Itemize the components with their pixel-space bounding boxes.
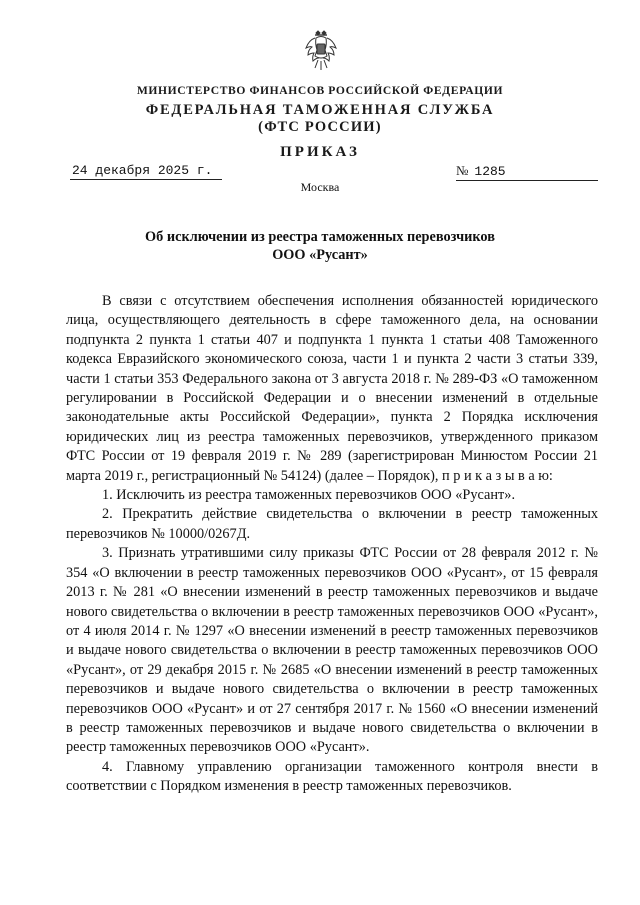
document-body [66, 292, 598, 797]
number-label: № [456, 163, 469, 178]
service-short-header: (ФТС РОССИИ) [258, 119, 382, 135]
title-line-2: ООО «Русант» [272, 247, 368, 263]
number-value: 1285 [474, 164, 506, 179]
title-line-1: Об исключении из реестра таможенных перевозчиков [145, 229, 495, 245]
order-item-1: 1. Исключить из реестра таможенных перевозчиков ООО «Русант». [102, 487, 516, 504]
ministry-header: МИНИСТЕРСТВО ФИНАНСОВ РОССИЙСКОЙ ФЕДЕРАЦИИ [136, 84, 504, 97]
service-header: ФЕДЕРАЛЬНАЯ ТАМОЖЕННАЯ СЛУЖБА [145, 102, 495, 118]
order-date: 24 декабря 2025 г. [70, 163, 222, 180]
coat-of-arms-icon [304, 30, 338, 74]
order-item-2: 2. Прекратить действие свидетельства о включении в реестр таможенных перевозчиков № 10000/0267Д. [66, 506, 598, 542]
order-item-3: 3. Признать утратившими силу приказы ФТС России от 28 февраля 2012 г. № 354 «О включении в реестр таможенных перевозчиков ООО «Русант», от 15 февраля 2013 г. № 281 «О внесении изменений в реестр таможенных перевозчиков и выдаче нового свидетельства о включении в реестр таможенных перевозчиков ООО «Русант», от 4 июля 2014 г. № 1297 «О внесении изменений в реестр таможенных перевозчиков и выдаче нового свидетельства о включении в реестр таможенных перевозчиков ООО «Русант», от 29 декабря 2015 г. № 2685 «О внесении изменений в реестр таможенных перевозчиков и выдаче нового свидетельства о включении в реестр таможенных перевозчиков ООО «Русант» и от 27 сентября 2017 г. № 1560 «О внесении изменений в реестр таможенных перевозчиков и выдаче нового свидетельства о включении в реестр таможенных перевозчиков ООО «Русант». [66, 545, 598, 756]
city: Москва [300, 180, 340, 194]
order-number [456, 163, 598, 181]
preamble-paragraph: В связи с отсутствием обеспечения исполнения обязанностей юридического лица, осуществляющего деятельность в сфере таможенного дела, на основании подпункта 2 пункта 1 статьи 407 и подпункта 1 пункта 1 статьи 408 Таможенного кодекса Евразийского экономического союза, части 1 и пункта 2 части 3 статьи 339, части 1 статьи 353 Федерального закона от 3 августа 2018 г. № 289-ФЗ «О таможенном регулировании в Российской Федерации и о внесении изменений в отдельные законодательные акты Российской Федерации», пункта 2 Порядка исключения юридических лиц из реестра таможенных перевозчиков, утвержденного приказом ФТС России от 19 февраля 2019 г. № 289 (зарегистрирован Минюстом России 21 марта 2019 г., регистрационный № 54124) (далее – Порядок), п р и к а з ы в а ю: [66, 293, 598, 484]
document-type: ПРИКАЗ [280, 144, 360, 160]
document-title [0, 228, 640, 264]
order-item-4: 4. Главному управлению организации таможенного контроля внести в соответствии с Порядком изменения в реестр таможенных перевозчиков. [66, 758, 598, 795]
